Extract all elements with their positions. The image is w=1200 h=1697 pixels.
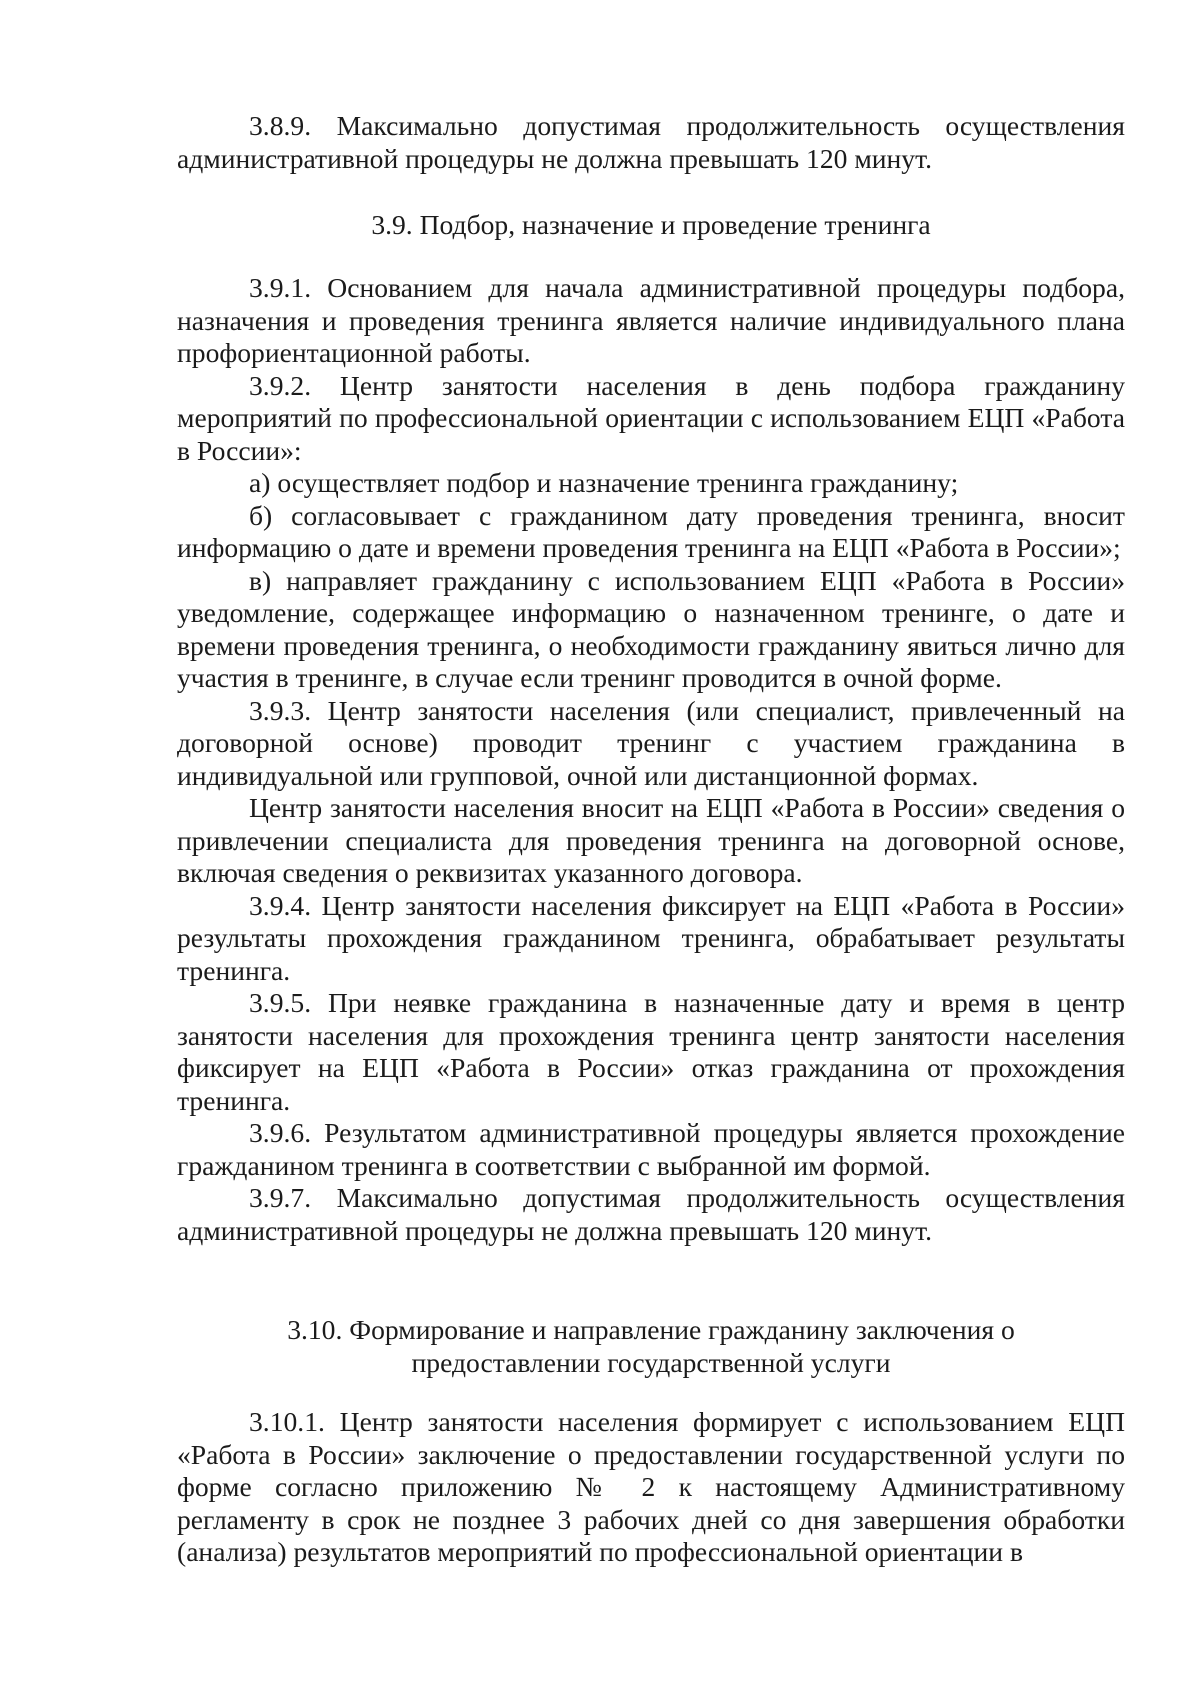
section-3-9-heading-block [177,209,1125,242]
section-3-10-heading-block [177,1314,1125,1379]
section-3-9-body [177,272,1125,1247]
paragraph-3-9-2-b: б) согласовывает с гражданином дату проведения тренинга, вносит информацию о дате и времени проведения тренинга на ЕЦП «Работа в России»; [177,499,1125,563]
heading-3-10-line-2: предоставлении государственной услуги [411,1346,891,1378]
paragraph-3-9-1: 3.9.1. Основанием для начала административной процедуры подбора, назначения и проведения тренинга является наличие индивидуального плана профориентационной работы. [177,272,1125,368]
paragraph-3-9-2-v: в) направляет гражданину с использованием ЕЦП «Работа в России» уведомление, содержащее информацию о назначенном тренинге, о дате и времени проведения тренинга, о необходимости гражданину явиться лично для участия в тренинге, в случае если тренинг проводится в очной форме. [177,564,1125,693]
heading-3-10-line-1: 3.10. Формирование и направление гражданину заключения о [287,1314,1015,1345]
paragraph-3-9-2: 3.9.2. Центр занятости населения в день подбора гражданину мероприятий по профессиональной ориентации с использованием ЕЦП «Работа в России»: [177,369,1125,466]
section-3-10-body [177,1406,1125,1569]
paragraph-3-10-1: 3.10.1. Центр занятости населения формирует с использованием ЕЦП «Работа в России» заключение о предоставлении государственной услуги по форме согласно приложению № 2 к настоящему Административному регламенту в срок не позднее 3 рабочих дней со дня завершения обработки (анализа) результатов мероприятий по профессиональной ориентации в [177,1406,1125,1567]
paragraph-3-9-3: 3.9.3. Центр занятости населения (или специалист, привлеченный на договорной основе) проводит тренинг с участием гражданина в индивидуальной или групповой, очной или дистанционной формах. [177,694,1125,791]
paragraph-3-9-3-continued: Центр занятости населения вносит на ЕЦП «Работа в России» сведения о привлечении специалиста для проведения тренинга на договорной основе, включая сведения о реквизитах указанного договора. [177,792,1125,888]
heading-3-9: 3.9. Подбор, назначение и проведение тренинга [371,209,931,240]
paragraph-3-9-2-a: а) осуществляет подбор и назначение тренинга гражданину; [249,467,959,498]
paragraph-3-9-6: 3.9.6. Результатом административной процедуры является прохождение гражданином тренинга в соответствии с выбранной им формой. [177,1117,1125,1181]
section-3-8-end [177,110,1125,175]
paragraph-3-9-4: 3.9.4. Центр занятости населения фиксирует на ЕЦП «Работа в России» результаты прохождения гражданином тренинга, обрабатывает результаты тренинга. [177,889,1125,986]
paragraph-3-9-7: 3.9.7. Максимально допустимая продолжительность осуществления административной процедуры не должна превышать 120 минут. [177,1182,1125,1246]
paragraph-3-9-5: 3.9.5. При неявке гражданина в назначенные дату и время в центр занятости населения для прохождения тренинга центр занятости населения фиксирует на ЕЦП «Работа в России» отказ гражданина от прохождения тренинга. [177,987,1125,1116]
paragraph-3-8-9: 3.8.9. Максимально допустимая продолжительность осуществления административной процедуры не должна превышать 120 минут. [177,110,1125,174]
